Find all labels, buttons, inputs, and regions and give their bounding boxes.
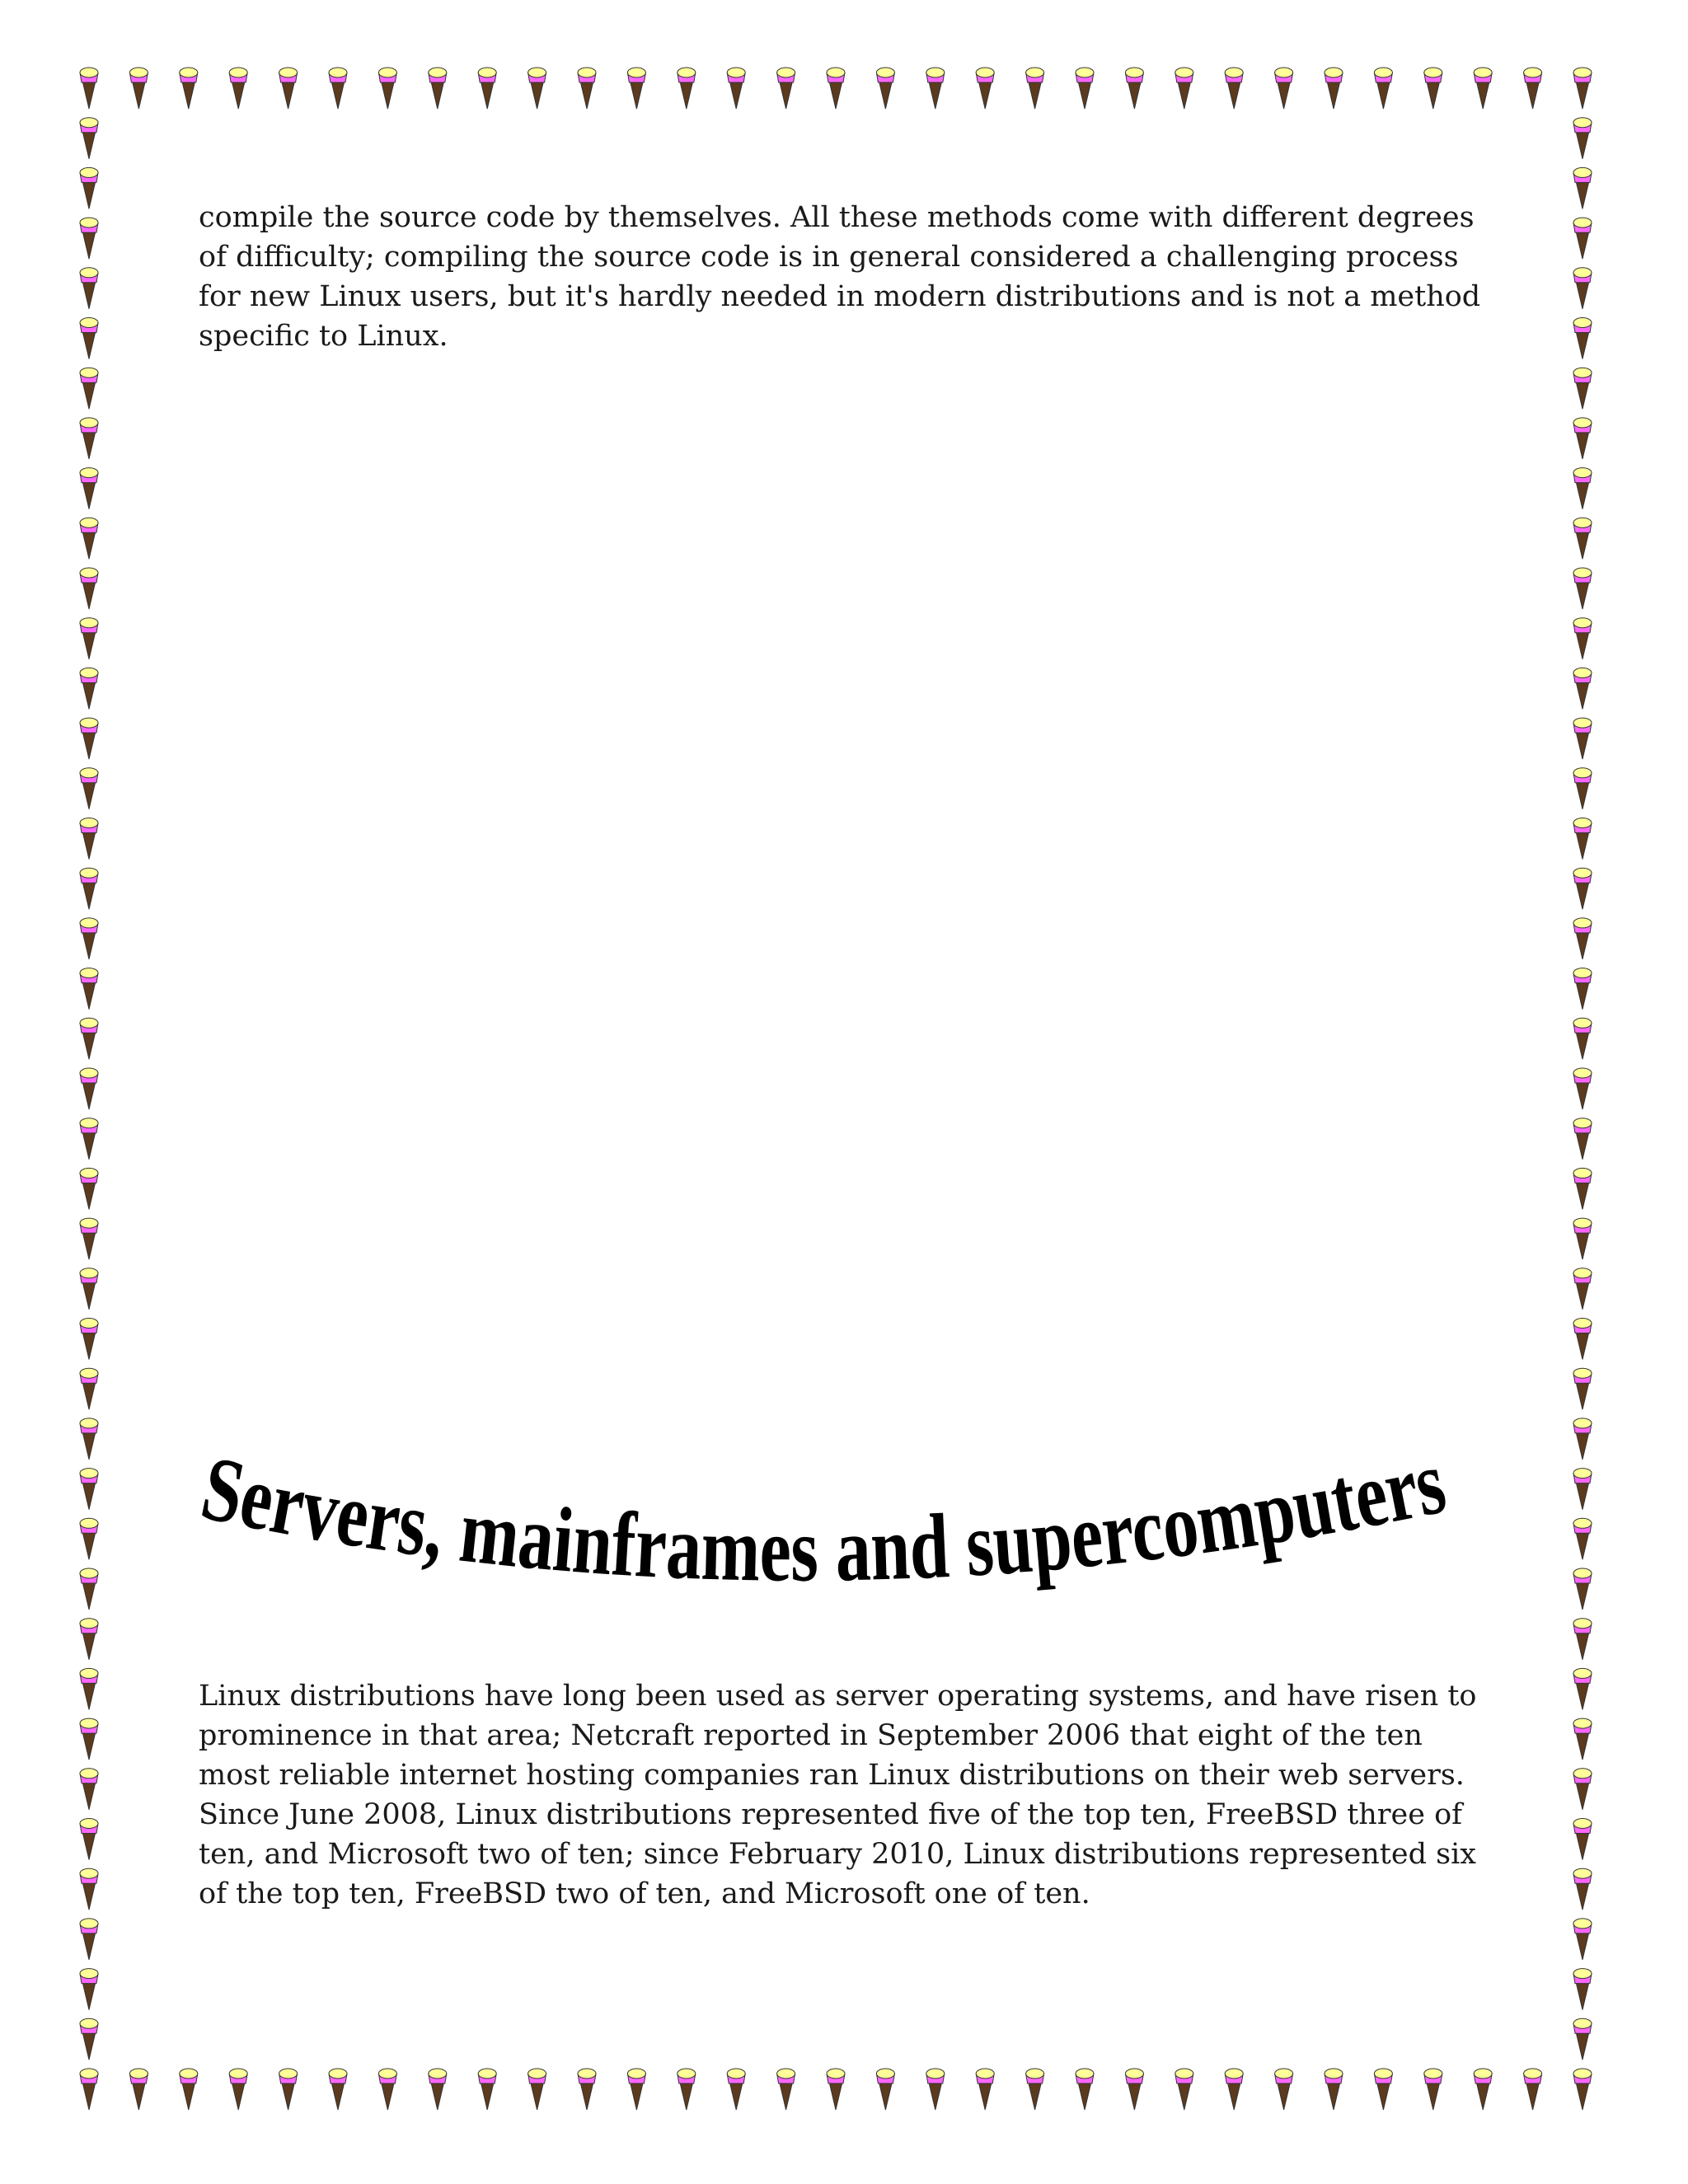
ice-cream-cone-icon xyxy=(80,218,98,259)
ice-cream-cone-icon xyxy=(80,1619,98,1660)
ice-cream-cone-icon xyxy=(80,1769,98,1810)
ice-cream-cone-icon xyxy=(80,468,98,509)
ice-cream-cone-icon xyxy=(1275,2069,1293,2110)
ice-cream-cone-icon xyxy=(876,2069,894,2110)
ice-cream-cone-icon xyxy=(1573,468,1592,509)
ice-cream-cone-icon xyxy=(976,68,994,109)
ice-cream-cone-icon xyxy=(1076,2069,1094,2110)
ice-cream-cone-icon xyxy=(1524,2069,1542,2110)
ice-cream-cone-icon xyxy=(926,2069,945,2110)
ice-cream-cone-icon xyxy=(80,1469,98,1510)
ice-cream-cone-icon xyxy=(827,2069,845,2110)
ice-cream-cone-icon xyxy=(1573,1469,1592,1510)
ice-cream-cone-icon xyxy=(80,1668,98,1709)
ice-cream-cone-icon xyxy=(80,768,98,809)
ice-cream-cone-icon xyxy=(1325,68,1343,109)
ice-cream-cone-icon xyxy=(1573,318,1592,359)
ice-cream-cone-icon xyxy=(478,68,496,109)
ice-cream-cone-icon xyxy=(80,718,98,759)
ice-cream-cone-icon xyxy=(80,268,98,309)
ice-cream-cone-icon xyxy=(80,868,98,909)
ice-cream-cone-icon xyxy=(80,1868,98,1910)
ice-cream-cone-icon xyxy=(578,68,596,109)
ice-cream-cone-icon xyxy=(180,2069,198,2110)
ice-cream-cone-icon xyxy=(727,68,745,109)
ice-cream-cone-icon xyxy=(80,1218,98,1259)
ice-cream-cone-icon xyxy=(528,2069,546,2110)
ice-cream-cone-icon xyxy=(429,68,447,109)
ice-cream-cone-icon xyxy=(1175,68,1193,109)
ice-cream-cone-icon xyxy=(1573,1018,1592,1059)
ice-cream-cone-icon xyxy=(1325,2069,1343,2110)
ice-cream-cone-icon xyxy=(777,2069,795,2110)
ice-cream-cone-icon xyxy=(1573,118,1592,159)
ice-cream-cone-icon xyxy=(1573,1368,1592,1409)
ice-cream-cone-icon xyxy=(80,1919,98,1960)
ice-cream-cone-icon xyxy=(1125,68,1143,109)
ice-cream-cone-icon xyxy=(1573,718,1592,759)
ice-cream-cone-icon xyxy=(1076,68,1094,109)
ice-cream-cone-icon xyxy=(80,1118,98,1160)
ice-cream-cone-icon xyxy=(1573,2069,1592,2110)
ice-cream-cone-icon xyxy=(1573,1819,1592,1860)
ice-cream-cone-icon xyxy=(378,2069,396,2110)
ice-cream-cone-icon xyxy=(1573,1568,1592,1610)
ice-cream-cone-icon xyxy=(80,118,98,159)
ice-cream-cone-icon xyxy=(727,2069,745,2110)
ice-cream-cone-icon xyxy=(80,1518,98,1559)
ice-cream-cone-icon xyxy=(1573,868,1592,909)
ice-cream-cone-icon xyxy=(1573,167,1592,209)
ice-cream-cone-icon xyxy=(1573,1919,1592,1960)
ice-cream-cone-icon xyxy=(1573,1668,1592,1709)
ice-cream-cone-icon xyxy=(528,68,546,109)
ice-cream-cone-icon xyxy=(1275,68,1293,109)
ice-cream-cone-icon xyxy=(1573,1418,1592,1460)
ice-cream-cone-icon xyxy=(1573,1168,1592,1209)
ice-cream-cone-icon xyxy=(1573,368,1592,409)
ice-cream-cone-icon xyxy=(578,2069,596,2110)
ice-cream-cone-icon xyxy=(80,1418,98,1460)
ice-cream-cone-icon xyxy=(1573,1769,1592,1810)
ice-cream-cone-icon xyxy=(1374,68,1392,109)
ice-cream-cone-icon xyxy=(627,2069,645,2110)
ice-cream-cone-icon xyxy=(777,68,795,109)
ice-cream-cone-icon xyxy=(1474,68,1492,109)
ice-cream-cone-icon xyxy=(1175,2069,1193,2110)
ice-cream-cone-icon xyxy=(80,1168,98,1209)
ice-cream-cone-icon xyxy=(80,568,98,609)
ice-cream-cone-icon xyxy=(1573,568,1592,609)
ice-cream-cone-icon xyxy=(1573,918,1592,959)
paragraph-compile-source: compile the source code by themselves. All these methods come with different degrees of difficulty; compiling the source code is in general considered a challenging process for new Linux users, but it's hardly needed in modern distributions and is not a method specific to Linux. xyxy=(199,201,1481,353)
ice-cream-cone-icon xyxy=(876,68,894,109)
ice-cream-cone-icon xyxy=(1573,1118,1592,1160)
ice-cream-cone-icon xyxy=(1573,518,1592,559)
ice-cream-cone-icon xyxy=(1573,818,1592,860)
ice-cream-cone-icon xyxy=(80,1268,98,1310)
ice-cream-cone-icon xyxy=(1573,1718,1592,1760)
ice-cream-cone-icon xyxy=(1573,1619,1592,1660)
ice-cream-cone-icon xyxy=(1573,1868,1592,1910)
ice-cream-cone-icon xyxy=(329,2069,347,2110)
ice-cream-cone-icon xyxy=(80,68,98,109)
ice-cream-cone-icon xyxy=(1424,2069,1442,2110)
ice-cream-cone-icon xyxy=(1573,768,1592,809)
ice-cream-cone-icon xyxy=(678,68,696,109)
ice-cream-cone-icon xyxy=(1573,218,1592,259)
ice-cream-cone-icon xyxy=(229,2069,247,2110)
ice-cream-cone-icon xyxy=(80,2018,98,2060)
ice-cream-cone-icon xyxy=(80,418,98,459)
ice-cream-cone-icon xyxy=(1573,668,1592,709)
ice-cream-cone-icon xyxy=(80,1368,98,1409)
ice-cream-cone-icon xyxy=(1573,618,1592,659)
ice-cream-cone-icon xyxy=(80,1568,98,1610)
ice-cream-cone-icon xyxy=(80,968,98,1010)
ice-cream-cone-icon xyxy=(1424,68,1442,109)
ice-cream-cone-icon xyxy=(1573,1969,1592,2010)
ice-cream-cone-icon xyxy=(378,68,396,109)
ice-cream-cone-icon xyxy=(80,1718,98,1760)
ice-cream-cone-icon xyxy=(1225,68,1243,109)
ice-cream-cone-icon xyxy=(1026,2069,1044,2110)
ice-cream-cone-icon xyxy=(1573,1319,1592,1360)
ice-cream-cone-icon xyxy=(627,68,645,109)
ice-cream-cone-icon xyxy=(1573,1518,1592,1559)
ice-cream-cone-icon xyxy=(80,1969,98,2010)
heading-servers-mainframes: Servers, mainframes and supercomputers xyxy=(193,1428,1462,1601)
ice-cream-cone-icon xyxy=(80,1068,98,1109)
ice-cream-cone-icon xyxy=(80,1319,98,1360)
ice-cream-cone-icon xyxy=(180,68,198,109)
ice-cream-cone-icon xyxy=(1573,418,1592,459)
ice-cream-cone-icon xyxy=(80,2069,98,2110)
ice-cream-cone-icon xyxy=(926,68,945,109)
ice-cream-cone-icon xyxy=(1573,1218,1592,1259)
ice-cream-cone-icon xyxy=(80,167,98,209)
ice-cream-cone-icon xyxy=(827,68,845,109)
ice-cream-cone-icon xyxy=(329,68,347,109)
ice-cream-cone-icon xyxy=(976,2069,994,2110)
ice-cream-cone-icon xyxy=(80,518,98,559)
ice-cream-cone-icon xyxy=(80,1819,98,1860)
ice-cream-cone-icon xyxy=(80,1018,98,1059)
ice-cream-cone-icon xyxy=(279,68,298,109)
ice-cream-cone-icon xyxy=(1225,2069,1243,2110)
wordart-heading xyxy=(165,1393,1525,1657)
ice-cream-cone-icon xyxy=(1573,968,1592,1010)
ice-cream-cone-icon xyxy=(229,68,247,109)
ice-cream-cone-icon xyxy=(429,2069,447,2110)
ice-cream-cone-icon xyxy=(1474,2069,1492,2110)
ice-cream-cone-icon xyxy=(279,2069,298,2110)
ice-cream-cone-icon xyxy=(80,668,98,709)
ice-cream-cone-icon xyxy=(1573,68,1592,109)
ice-cream-cone-icon xyxy=(80,918,98,959)
ice-cream-cone-icon xyxy=(1026,68,1044,109)
ice-cream-cone-icon xyxy=(1573,268,1592,309)
paragraph-linux-servers: Linux distributions have long been used as server operating systems, and have risen to prominence in that area; Netcraft reported in September 2006 that eight of the ten most reliable internet hosting companies ran Linux distributions on their web servers. Since June 2008, Linux distributions represented five of the top ten, FreeBSD three of ten, and Microsoft two of ten; since February 2010, Linux distributions represented six of the top ten, FreeBSD two of ten, and Microsoft one of ten. xyxy=(199,1680,1477,1910)
ice-cream-cone-icon xyxy=(678,2069,696,2110)
ice-cream-cone-icon xyxy=(1374,2069,1392,2110)
ice-cream-cone-icon xyxy=(80,818,98,860)
ice-cream-cone-icon xyxy=(1573,1268,1592,1310)
ice-cream-cone-icon xyxy=(1125,2069,1143,2110)
ice-cream-cone-icon xyxy=(129,2069,148,2110)
ice-cream-cone-icon xyxy=(80,318,98,359)
ice-cream-cone-icon xyxy=(1573,1068,1592,1109)
ice-cream-cone-icon xyxy=(80,368,98,409)
ice-cream-cone-icon xyxy=(129,68,148,109)
ice-cream-cone-icon xyxy=(1573,2018,1592,2060)
ice-cream-cone-icon xyxy=(80,618,98,659)
ice-cream-cone-icon xyxy=(1524,68,1542,109)
ice-cream-cone-icon xyxy=(478,2069,496,2110)
